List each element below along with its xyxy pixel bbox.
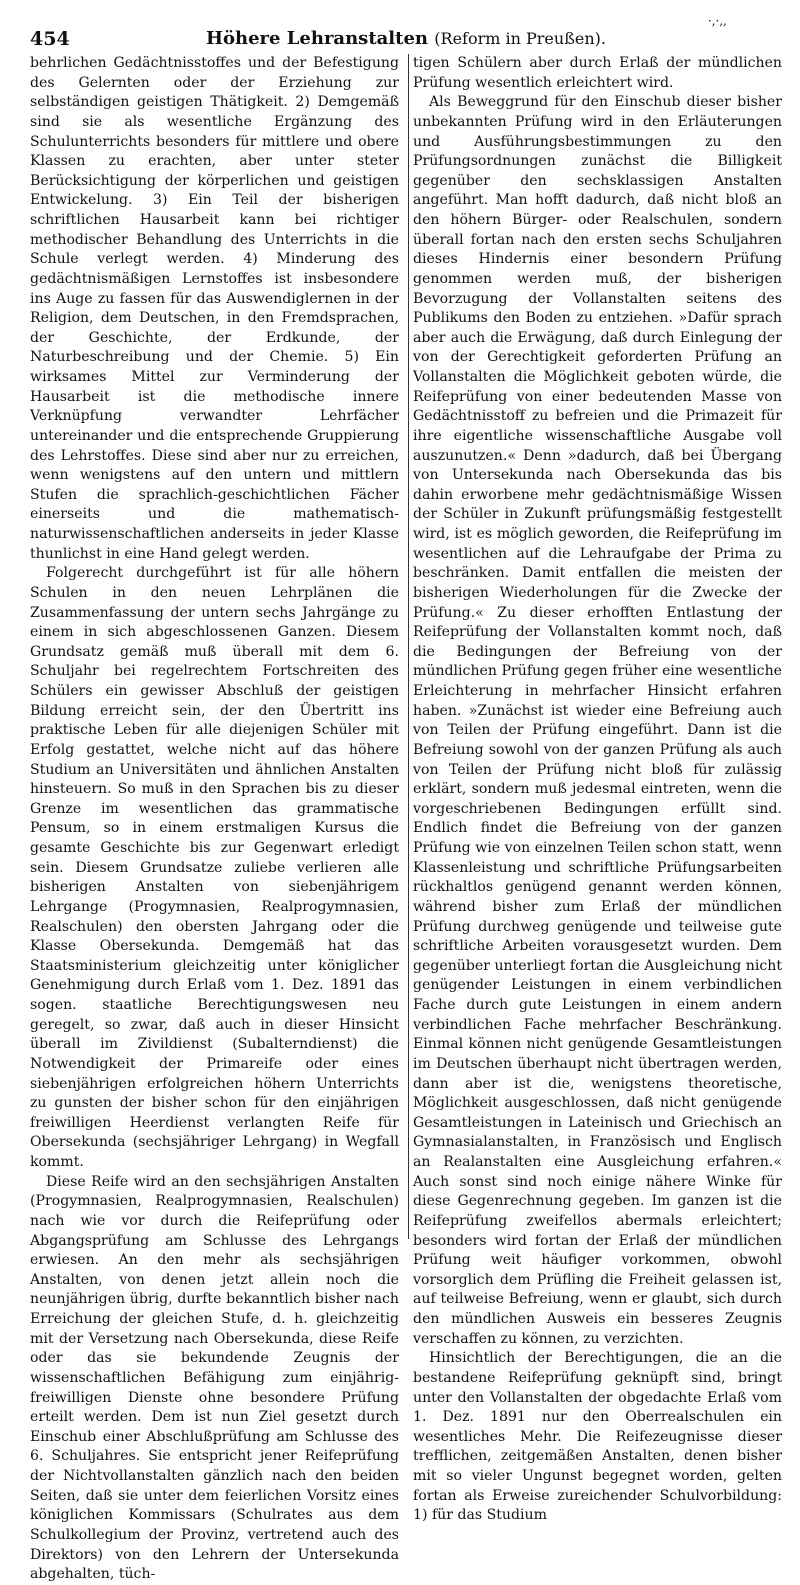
- running-head-subtitle: (Reform in Preußen).: [434, 29, 606, 48]
- text-columns: [30, 54, 782, 1583]
- corner-mark: ·,·,,: [707, 14, 727, 28]
- paragraph: tigen Schülern aber durch Erlaß der mündlichen Prüfung wesentlich erleichtert wird.: [413, 55, 782, 91]
- paragraph: Als Beweggrund für den Einschub dieser bisher unbekannten Prüfung wird in den Erläuterungen und Ausführungsbestimmungen zu den Prüfungsordnungen zunächst die Billigkeit gegenüber den sechsklassigen Anstalten angeführt. Man hofft dadurch, daß nicht bloß an den höhern Bürger- oder Realschulen, sondern überall fortan nach den ersten sechs Schuljahren dieses Hindernis einer besondern Prüfung genommen werden muß, der bisherigen Bevorzugung der Vollanstalten seitens des Publikums den Boden zu entziehen. »Dafür sprach aber auch die Erwägung, daß durch Einlegung der von der Gerechtigkeit geforderten Prüfung an Vollanstalten die Möglichkeit geboten würde, die Reifeprüfung von einer bedeutenden Masse von Gedächtnisstoff zu befreien und die Primazeit für ihre eigentliche wissenschaftliche Ausgabe voll auszunutzen.« Denn »dadurch, daß bei Übergang von Untersekunda nach Obersekunda das bis dahin erworbene mehr gedächtnismäßige Wissen der Schüler in Zukunft prüfungsmäßig festgestellt wird, ist es möglich geworden, die Reifeprüfung im wesentlichen auf die Lehraufgabe der Prima zu beschränken. Damit entfallen die meisten der bisherigen Wiederholungen für die Zwecke der Prüfung.« Zu dieser erhofften Entlastung der Reifeprüfung der Vollanstalten kommt noch, daß die Bedingungen der Befreiung von der mündlichen Prüfung gegen früher eine wesentliche Erleichterung in mehrfacher Hinsicht erfahren haben. »Zunächst ist wieder eine Befreiung auch von Teilen der Prüfung eingeführt. Dann ist die Befreiung sowohl von der ganzen Prüfung als auch von Teilen der Prüfung nicht bloß für zulässig erklärt, sondern muß jedesmal eintreten, wenn die vorgeschriebenen Bedingungen erfüllt sind. Endlich findet die Befreiung von der ganzen Prüfung wie von einzelnen Teilen schon statt, wenn Klassenleistung und schriftliche Prüfungsarbeiten rückhaltlos genügend genannt werden können, während bisher zum Erlaß der mündlichen Prüfung durchweg genügende und teilweise gute schriftliche Arbeiten vorausgesetzt wurden. Dem gegenüber unterliegt fortan die Ausgleichung nicht genügender Leistungen in einem verbindlichen Fache durch gute Leistungen in einem andern verbindlichen Fache mehrfacher Beschränkung. Einmal können nicht genügende Gesamtleistungen im Deutschen überhaupt nicht übertragen werden, dann aber ist die, wenigstens theoretische, Möglichkeit ausgeschlossen, daß nicht genügende Gesamtleistungen in Lateinisch und Griechisch an Gymnasialanstalten, in Französisch und Englisch an Realanstalten eine Ausgleichung erfahren.« Auch sonst sind noch einige nähere Winke für diese Gegenrechnung gegeben. Im ganzen ist die Reifeprüfung zweifellos abermals erleichtert; besonders wird fortan der Erlaß der mündlichen Prüfung weit häufiger vorkommen, obwohl vorsorglich dem Prüfling die Freiheit gelassen ist, auf teilweise Befreiung, wenn er glaubt, sich durch den mündlichen Ausweis ein besseres Zeugnis verschaffen zu können, zu verzichten.: [413, 94, 782, 1347]
- left-column: [30, 54, 399, 1583]
- paragraph: Folgerecht durchgeführt ist für alle höhern Schulen in den neuen Lehrplänen die Zusammenfassung der untern sechs Jahrgänge zu einem in sich abgeschlossenen Ganzen. Diesem Grundsatz gemäß muß überall mit dem 6. Schuljahr bei regelrechtem Fortschreiten des Schülers ein gewisser Abschluß der geistigen Bildung erreicht sein, der den Übertritt ins praktische Leben für alle diejenigen Schüler mit Erfolg gestattet, welche nicht auf das höhere Studium an Universitäten und ähnlichen Anstalten hinsteuern. So muß in den Sprachen bis zu dieser Grenze im wesentlichen das grammatische Pensum, so in einem erstmaligen Kursus die gesamte Geschichte bis zur Gegenwart erledigt sein. Diesem Grundsatze zuliebe verlieren alle bisherigen Anstalten von siebenjährigem Lehrgange (Progymnasien, Realprogymnasien, Realschulen) den obersten Jahrgang oder die Klasse Obersekunda. Demgemäß hat das Staatsministerium gleichzeitig unter königlicher Genehmigung durch Erlaß vom 1. Dez. 1891 das sogen. staatliche Berechtigungswesen neu geregelt, so zwar, daß auch in dieser Hinsicht überall im Zivildienst (Subalterndienst) die Notwendigkeit der Primareife oder eines siebenjährigen erfolgreichen höhern Unterrichts zu gunsten der bisher schon für den einjährigen freiwilligen Heerdienst verlangten Reife für Obersekunda (sechsjähriger Lehrgang) in Wegfall kommt.: [30, 565, 399, 1170]
- running-head-title: Höhere Lehranstalten: [206, 28, 428, 49]
- page-header: [30, 14, 782, 54]
- page-number: 454: [30, 28, 70, 50]
- right-column: [413, 54, 782, 1524]
- running-head: [30, 28, 782, 49]
- paragraph: Diese Reife wird an den sechsjährigen Anstalten (Progymnasien, Realprogymnasien, Realschulen) nach wie vor durch die Reifeprüfung oder Abgangsprüfung am Schlusse des Lehrgangs erwiesen. An den mehr als sechsjährigen Anstalten, von denen jetzt allein noch die neunjährigen übrig, durfte bekanntlich bisher nach Erreichung der gleichen Stufe, d. h. gleichzeitig mit der Versetzung nach Obersekunda, diese Reife oder das sie bekundende Zeugnis der wissenschaftlichen Befähigung zum einjährig-freiwilligen Dienste ohne besondere Prüfung erteilt werden. Dem ist nun Ziel gesetzt durch Einschub einer Abschlußprüfung am Schlusse des 6. Schuljahres. Sie entspricht jener Reifeprüfung der Nichtvollanstalten gänzlich nach den beiden Seiten, daß sie unter dem feierlichen Vorsitz eines königlichen Kommissars (Schulrates aus dem Schulkollegium der Provinz, vertretend auch des Direktors) von den Lehrern der Untersekunda abgehalten, tüch-: [30, 1173, 399, 1583]
- paragraph: Hinsichtlich der Berechtigungen, die an die bestandene Reifeprüfung geknüpft sind, bringt unter den Vollanstalten der obgedachte Erlaß vom 1. Dez. 1891 nur den Oberrealschulen ein wesentliches Mehr. Die Reifezeugnisse dieser trefflichen, zeitgemäßen Anstalten, denen bisher mit so vieler Ungunst begegnet worden, gelten fortan als Erweise zureichender Schulvorbildung: 1) für das Studium: [413, 1350, 782, 1524]
- paragraph: behrlichen Gedächtnisstoffes und der Befestigung des Gelernten oder der Erziehung zur selbständigen geistigen Thätigkeit. 2) Demgemäß sind sie als wesentliche Ergänzung des Schulunterrichts besonders für mittlere und obere Klassen zu erachten, aber unter steter Berücksichtigung der körperlichen und geistigen Entwickelung. 3) Ein Teil der bisherigen schriftlichen Hausarbeit kann bei richtiger methodischer Behandlung des Unterrichts in die Schule verlegt werden. 4) Minderung des gedächtnismäßigen Lernstoffes ist insbesondere ins Auge zu fassen für das Auswendiglernen in der Religion, dem Deutschen, in den Fremdsprachen, der Geschichte, der Erdkunde, der Naturbeschreibung und der Chemie. 5) Ein wirksames Mittel zur Verminderung der Hausarbeit ist die methodische innere Verknüpfung verwandter Lehrfächer untereinander und die entsprechende Gruppierung des Lehrstoffes. Diese sind aber nur zu erreichen, wenn wenigstens auf den untern und mittlern Stufen die sprachlich-geschichtlichen Fächer einerseits und die mathematisch-naturwissenschaftlichen anderseits in jeder Klasse thunlichst in eine Hand gelegt werden.: [30, 55, 399, 562]
